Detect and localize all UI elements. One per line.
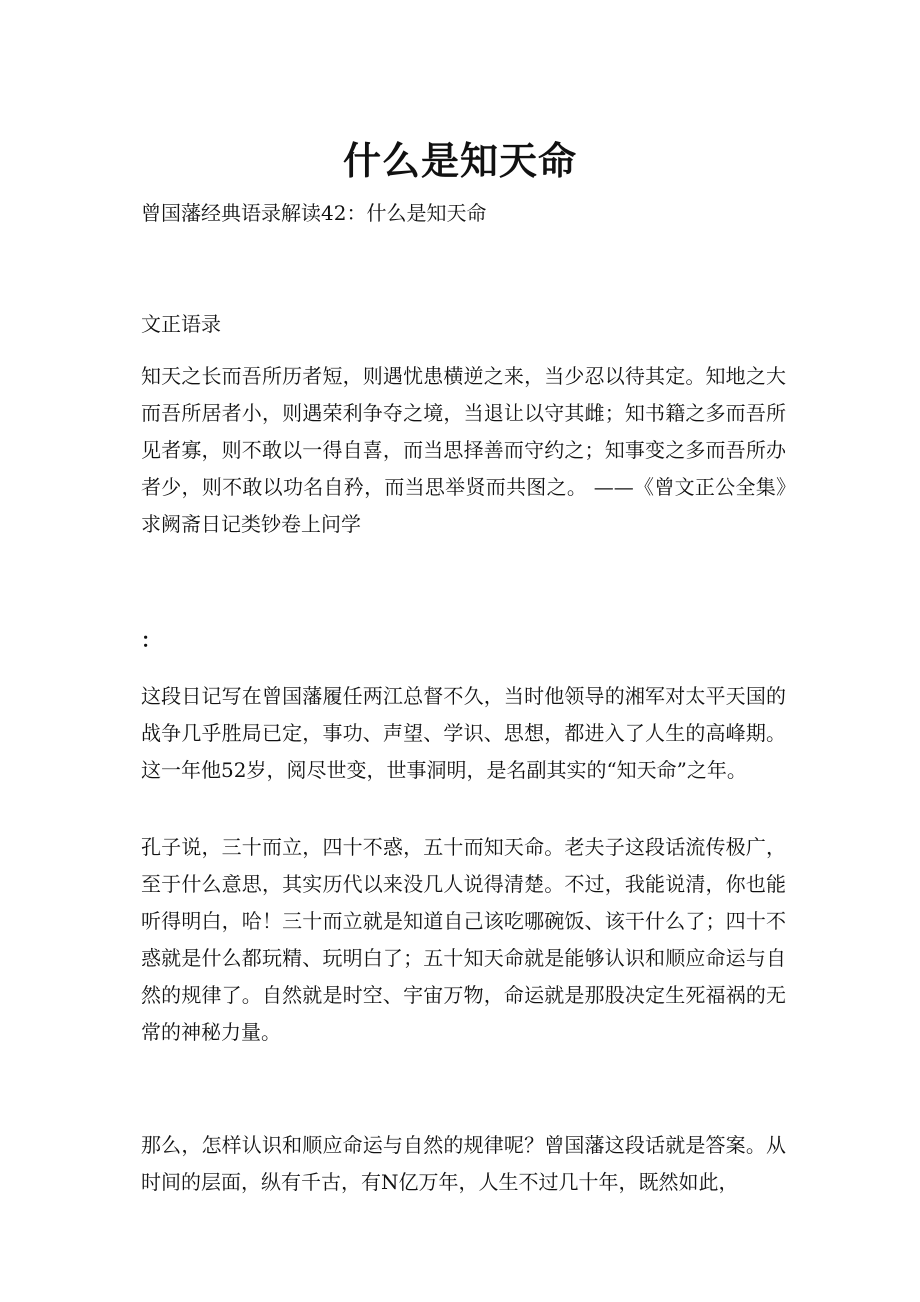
subtitle: 曾国藩经典语录解读42：什么是知天命 (141, 201, 487, 225)
body-paragraph-1: 这段日记写在曾国藩履任两江总督不久，当时他领导的湘军对太平天国的战争几乎胜局已定，事功、声望、学识、思想，都进入了人生的高峰期。这一年他52岁，阅尽世变，世事洞明，是名副其实的“知天命”之年。 (141, 684, 786, 782)
body-paragraph-3: 那么，怎样认识和顺应命运与自然的规律呢？曾国藩这段话就是答案。从时间的层面，纵有千古，有N亿万年，人生不过几十年，既然如此， (141, 1133, 786, 1194)
body-paragraph-2: 孔子说，三十而立，四十不惑，五十而知天命。老夫子这段话流传极广，至于什么意思，其实历代以来没几人说得清楚。不过，我能说清，你也能听得明白，哈！三十而立就是知道自己该吃哪碗饭、该干什么了；四十不惑就是什么都玩精、玩明白了；五十知天命就是能够认识和顺应命运与自然的规律了。自然就是时空、宇宙万物，命运就是那股决定生死福祸的无常的神秘力量。 (141, 835, 786, 1044)
page-title: 什么是知天命 (342, 138, 577, 184)
section-heading: 文正语录 (141, 312, 221, 336)
colon-mark: ： (141, 628, 161, 652)
quote-paragraph: 知天之长而吾所历者短，则遇忧患横逆之来，当少忍以待其定。知地之大而吾所居者小，则遇荣利争夺之境，当退让以守其雌；知书籍之多而吾所见者寡，则不敢以一得自喜，而当思择善而守约之；知事变之多而吾所办者少，则不敢以功名自矜，而当思举贤而共图之。 ——《曾文正公全集》求阙斋日记类钞卷上问学 (141, 364, 786, 536)
